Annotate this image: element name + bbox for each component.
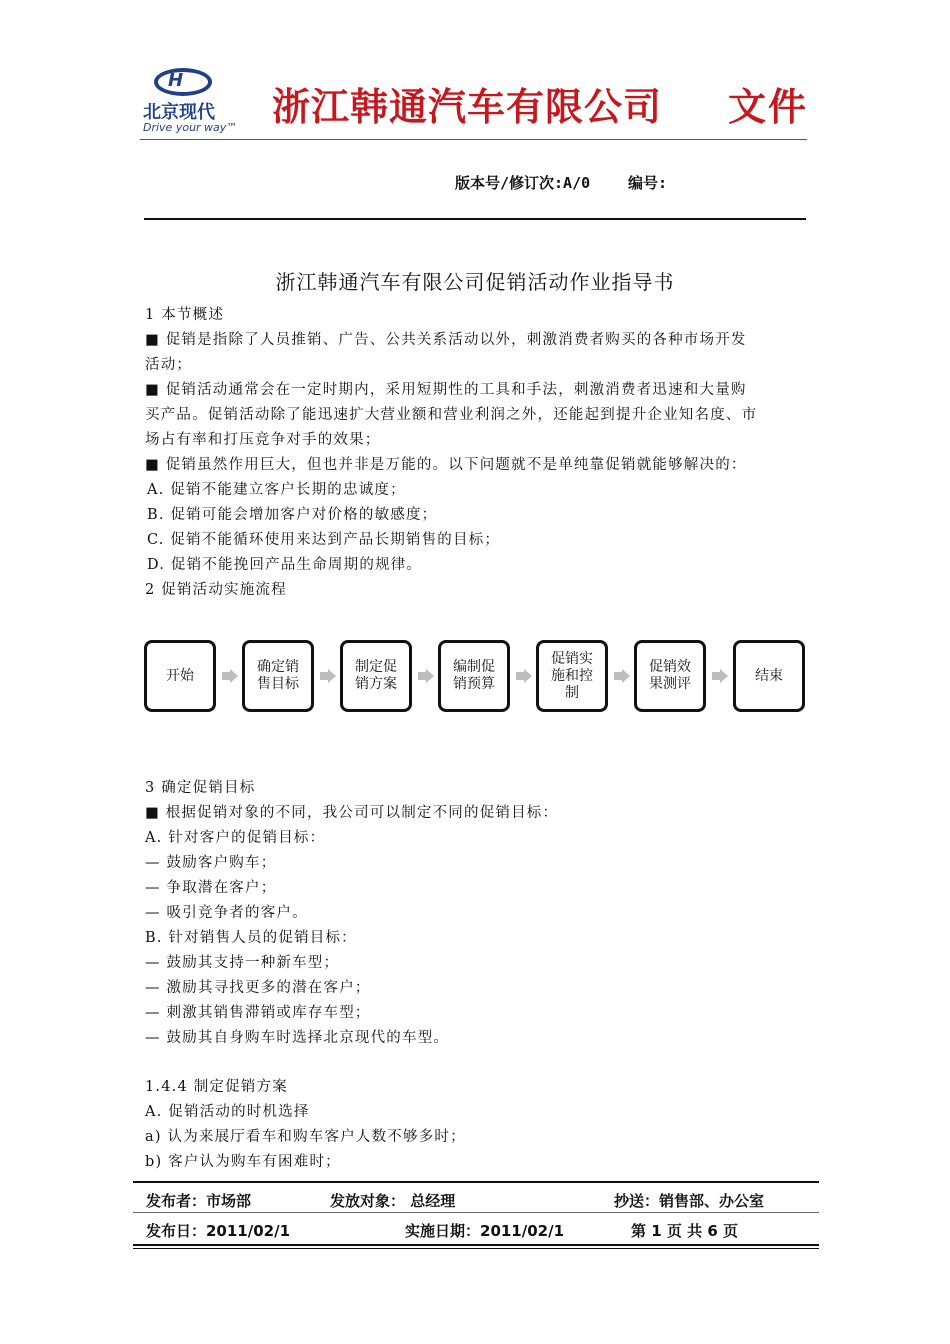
header-divider bbox=[140, 139, 807, 140]
section1-item: A. 促销不能建立客户长期的忠诚度； bbox=[147, 482, 406, 498]
company-name: 浙江韩通汽车有限公司 bbox=[272, 85, 663, 129]
section4-heading: 1.4.4 制定促销方案 bbox=[145, 1079, 288, 1095]
flow-step-plan: 制定促销方案 bbox=[340, 640, 412, 712]
section3-line: A. 针对客户的促销目标： bbox=[145, 830, 326, 846]
version-field: 版本号/修订次:A/0 bbox=[455, 174, 591, 192]
section1-line: ■ 促销活动通常会在一定时期内，采用短期性的工具和手法，刺激消费者迅速和大量购 bbox=[145, 382, 747, 398]
footer-publisher: 发布者：市场部 bbox=[146, 1192, 252, 1210]
flow-step-evaluate: 促销效果测评 bbox=[634, 640, 706, 712]
section1-line: ■ 促销虽然作用巨大，但也并非是万能的。以下问题就不是单纯靠促销就能够解决的： bbox=[145, 457, 747, 473]
footer-bottom-rule bbox=[133, 1244, 819, 1246]
section1-line: 场占有率和打压竞争对手的效果； bbox=[145, 432, 381, 448]
footer-effective-date: 实施日期：2011/02/1 bbox=[405, 1222, 565, 1240]
section2-heading: 2 促销活动实施流程 bbox=[145, 582, 287, 598]
footer-publish-date: 发布日：2011/02/1 bbox=[146, 1222, 291, 1240]
section3-line: — 鼓励其支持一种新车型； bbox=[145, 955, 340, 971]
logo-slogan: Drive your way™ bbox=[143, 121, 238, 134]
flow-step-target: 确定销售目标 bbox=[242, 640, 314, 712]
document-label: 文件 bbox=[728, 85, 809, 129]
section3-line: — 激励其寻找更多的潜在客户； bbox=[145, 980, 371, 996]
footer-cc: 抄送：销售部、办公室 bbox=[614, 1192, 765, 1210]
flow-step-start: 开始 bbox=[144, 640, 216, 712]
section3-heading: 3 确定促销目标 bbox=[145, 780, 256, 796]
section3-line: — 吸引竞争者的客户。 bbox=[145, 905, 308, 921]
section4-line: b) 客户认为购车有困难时； bbox=[145, 1154, 341, 1170]
footer-page-info: 第 1 页 共 6 页 bbox=[631, 1222, 738, 1240]
section3-line: — 争取潜在客户； bbox=[145, 880, 277, 896]
section3-line: — 鼓励其自身购车时选择北京现代的车型。 bbox=[145, 1030, 450, 1046]
section1-item: B. 促销可能会增加客户对价格的敏感度； bbox=[147, 507, 438, 523]
section4-line: A. 促销活动的时机选择 bbox=[145, 1104, 310, 1120]
logo-mark: H bbox=[168, 70, 184, 91]
footer-middle-rule bbox=[133, 1212, 819, 1213]
document-title: 浙江韩通汽车有限公司促销活动作业指导书 bbox=[275, 270, 675, 294]
flow-step-execute: 促销实施和控制 bbox=[536, 640, 608, 712]
section1-heading: 1 本节概述 bbox=[145, 307, 225, 323]
section3-line: ■ 根据促销对象的不同，我公司可以制定不同的促销目标： bbox=[145, 805, 559, 821]
section1-line: ■ 促销是指除了人员推销、广告、公共关系活动以外，刺激消费者购买的各种市场开发 bbox=[145, 332, 747, 348]
flow-step-end: 结束 bbox=[733, 640, 805, 712]
section1-item: D. 促销不能挽回产品生命周期的规律。 bbox=[147, 557, 423, 573]
section1-line: 活动； bbox=[145, 357, 193, 373]
flow-step-budget: 编制促销预算 bbox=[438, 640, 510, 712]
number-field: 编号: bbox=[628, 174, 668, 192]
meta-divider bbox=[144, 218, 806, 220]
logo-brand-cn: 北京现代 bbox=[143, 102, 215, 123]
section4-line: a) 认为来展厅看车和购车客户人数不够多时； bbox=[145, 1129, 466, 1145]
section1-line: 买产品。促销活动除了能迅速扩大营业额和营业利润之外，还能起到提升企业知名度、市 bbox=[145, 407, 758, 423]
section3-line: B. 针对销售人员的促销目标： bbox=[145, 930, 357, 946]
section3-line: — 鼓励客户购车； bbox=[145, 855, 277, 871]
beijing-hyundai-logo bbox=[140, 68, 240, 134]
section3-line: — 刺激其销售滞销或库存车型； bbox=[145, 1005, 371, 1021]
footer-bottom-rule-thin bbox=[133, 1248, 819, 1249]
section1-item: C. 促销不能循环使用来达到产品长期销售的目标； bbox=[147, 532, 501, 548]
footer-top-rule bbox=[133, 1181, 819, 1183]
footer-audience: 发放对象： 总经理 bbox=[330, 1192, 456, 1210]
